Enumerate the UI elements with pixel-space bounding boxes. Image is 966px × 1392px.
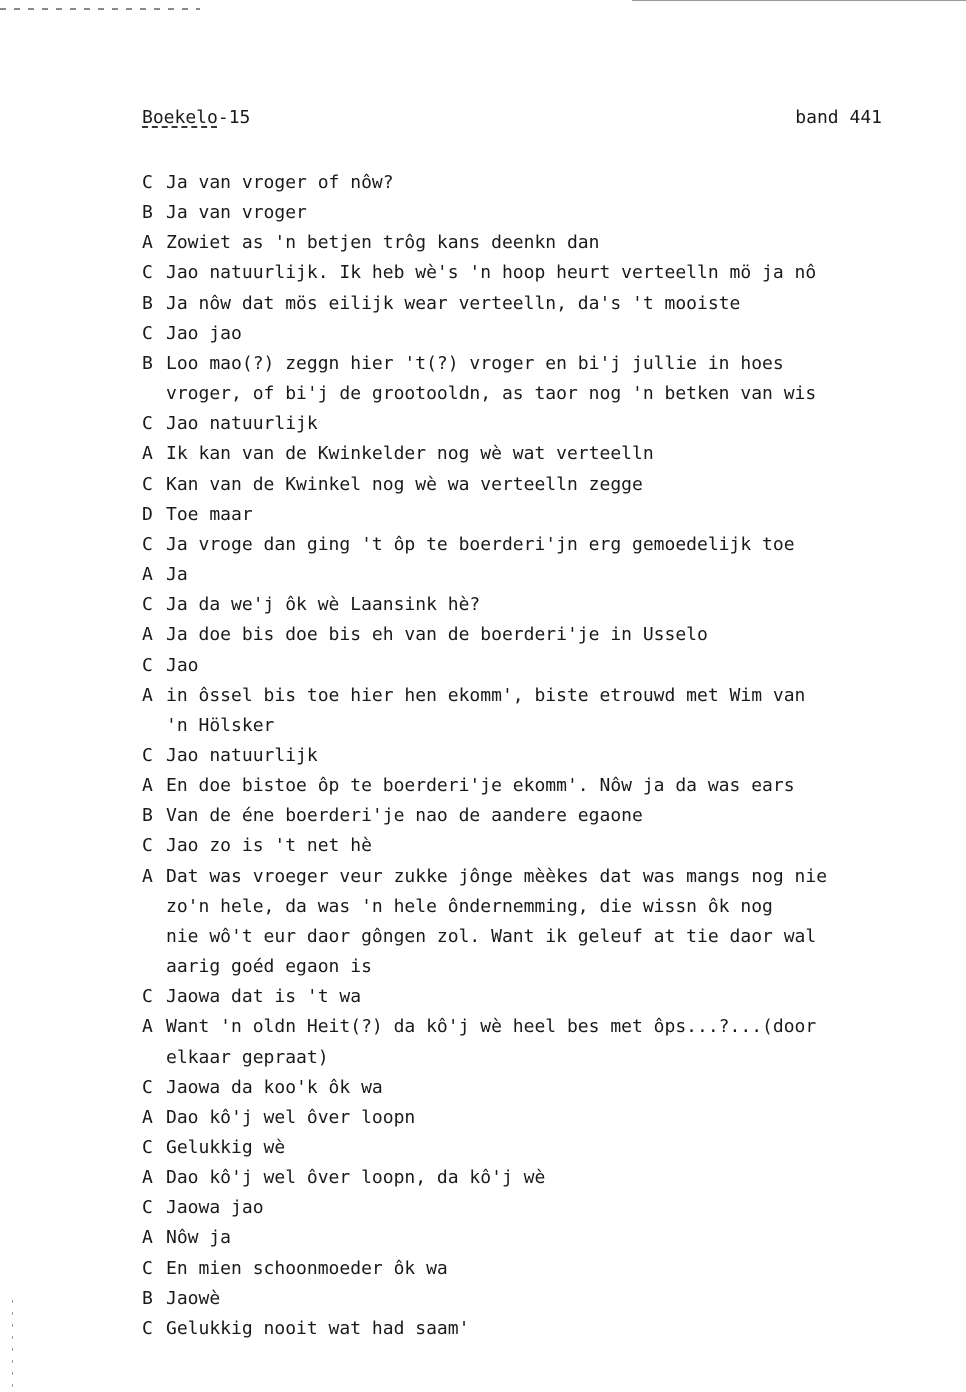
utterance-text: Ja vroge dan ging 't ôp te boerderi'jn erg gemoedelijk toe <box>166 533 795 555</box>
transcript-turn <box>142 1254 932 1284</box>
speaker-label: C <box>142 1257 153 1279</box>
utterance-text: Ja doe bis doe bis eh van de boerderi'je in Usselo <box>166 624 708 646</box>
transcript-line <box>142 349 932 379</box>
transcript-line <box>142 319 932 349</box>
utterance-text: Kan van de Kwinkel nog wè wa verteelln zegge <box>166 473 643 495</box>
page-header <box>142 106 882 130</box>
utterance-continuation: vroger, of bi'j de grootooldn, as taor nog 'n betken van wis <box>166 383 817 405</box>
transcript-turn <box>142 771 932 801</box>
transcript-line <box>142 168 932 198</box>
utterance-continuation: elkaar gepraat) <box>166 1046 329 1068</box>
scan-artifact-top-right <box>632 0 966 1</box>
transcript-line <box>142 1193 932 1223</box>
speaker-label: C <box>142 744 153 766</box>
speaker-label: C <box>142 986 153 1008</box>
speaker-label: B <box>142 202 153 224</box>
speaker-label: C <box>142 654 153 676</box>
transcript-turn <box>142 1223 932 1253</box>
transcript-turn <box>142 620 932 650</box>
transcript-turn <box>142 831 932 861</box>
transcript-turn <box>142 439 932 469</box>
transcript-line <box>142 258 932 288</box>
transcript-turn <box>142 651 932 681</box>
transcript-turn <box>142 1012 932 1072</box>
transcript-line <box>142 289 932 319</box>
transcript-line <box>142 198 932 228</box>
speaker-label: A <box>142 443 153 465</box>
transcript-turn <box>142 319 932 349</box>
transcript-turn <box>142 289 932 319</box>
transcript-turn <box>142 228 932 258</box>
transcript-line <box>142 620 932 650</box>
transcript-turn <box>142 1163 932 1193</box>
transcript-line <box>142 590 932 620</box>
utterance-continuation: nie wô't eur daor gôngen zol. Want ik geleuf at tie daor wal <box>166 925 817 947</box>
transcript-line <box>142 1284 932 1314</box>
speaker-label: C <box>142 1076 153 1098</box>
transcript-line <box>142 831 932 861</box>
speaker-label: C <box>142 413 153 435</box>
utterance-continuation: aarig goéd egaon is <box>166 956 372 978</box>
scan-artifact-top-left <box>0 8 200 10</box>
transcript-line <box>142 1012 932 1042</box>
transcript-turn <box>142 530 932 560</box>
transcript-turn <box>142 1193 932 1223</box>
utterance-text: Jao natuurlijk <box>166 744 318 766</box>
speaker-label: A <box>142 564 153 586</box>
utterance-text: Dao kô'j wel ôver loopn <box>166 1106 416 1128</box>
speaker-label: D <box>142 503 153 525</box>
document-id <box>142 106 250 130</box>
transcript-line <box>142 801 932 831</box>
speaker-label: B <box>142 1287 153 1309</box>
utterance-text: Zowiet as 'n betjen trôg kans deenkn dan <box>166 232 600 254</box>
transcript-turn <box>142 258 932 288</box>
utterance-text: Gelukkig nooit wat had saam' <box>166 1317 470 1339</box>
transcript-line <box>142 1254 932 1284</box>
scan-artifact-left-edge <box>12 1300 13 1390</box>
transcript-line <box>142 500 932 530</box>
transcript-line <box>142 470 932 500</box>
utterance-text: Van de éne boerderi'je nao de aandere egaone <box>166 805 643 827</box>
utterance-text: En doe bistoe ôp te boerderi'je ekomm'. Nôw ja da was ears <box>166 775 795 797</box>
transcript-turn <box>142 168 932 198</box>
transcript-line <box>142 530 932 560</box>
utterance-text: Ja nôw dat mös eilijk wear verteelln, da's 't mooiste <box>166 292 741 314</box>
utterance-text: Want 'n oldn Heit(?) da kô'j wè heel bes met ôps...?...(door <box>166 1016 817 1038</box>
transcript-turn <box>142 741 932 771</box>
utterance-continuation: 'n Hölsker <box>166 714 275 736</box>
transcript <box>142 168 932 1344</box>
speaker-label: A <box>142 1016 153 1038</box>
utterance-text: Jao natuurlijk. Ik heb wè's 'n hoop heurt verteelln mö ja nô <box>166 262 817 284</box>
utterance-text: Gelukkig wè <box>166 1137 286 1158</box>
utterance-text: Ik kan van de Kwinkelder nog wè wat verteelln <box>166 443 654 465</box>
utterance-text: Jao <box>166 654 199 676</box>
speaker-label: C <box>142 322 153 344</box>
utterance-text: Ja da we'j ôk wè Laansink hè? <box>166 594 481 616</box>
transcript-line <box>142 409 932 439</box>
transcript-turn <box>142 500 932 530</box>
utterance-text: En mien schoonmoeder ôk wa <box>166 1257 448 1279</box>
utterance-text: in ôssel bis toe hier hen ekomm', biste etrouwd met Wim van <box>166 684 806 706</box>
transcript-turn <box>142 470 932 500</box>
document-number: -15 <box>217 107 251 128</box>
speaker-label: C <box>142 1137 153 1158</box>
speaker-label: B <box>142 805 153 827</box>
speaker-label: A <box>142 684 153 706</box>
transcript-line <box>142 1314 932 1344</box>
transcript-turn <box>142 590 932 620</box>
transcript-turn <box>142 681 932 741</box>
utterance-text: Loo mao(?) zeggn hier 't(?) vroger en bi'j jullie in hoes <box>166 352 784 374</box>
speaker-label: C <box>142 1197 153 1219</box>
transcript-line <box>142 1073 932 1103</box>
transcript-turn <box>142 1073 932 1103</box>
utterance-text: Ja van vroger of nôw? <box>166 172 394 193</box>
utterance-text: Jao jao <box>166 322 242 344</box>
speaker-label: A <box>142 232 153 254</box>
place-name: Boekelo <box>142 107 218 128</box>
transcript-line <box>142 862 932 892</box>
tape-reference: band 441 <box>795 107 882 128</box>
utterance-text: Toe maar <box>166 503 253 525</box>
speaker-label: C <box>142 1317 153 1339</box>
transcript-turn <box>142 1284 932 1314</box>
utterance-text: Jao zo is 't net hè <box>166 835 372 857</box>
speaker-label: A <box>142 624 153 646</box>
speaker-label: C <box>142 262 153 284</box>
transcript-line <box>142 439 932 469</box>
transcript-turn <box>142 349 932 409</box>
transcript-turn <box>142 409 932 439</box>
transcript-turn <box>142 982 932 1012</box>
utterance-text: Jao natuurlijk <box>166 413 318 435</box>
transcript-turn <box>142 1314 932 1344</box>
speaker-label: A <box>142 1106 153 1128</box>
utterance-text: Jaowè <box>166 1287 221 1309</box>
utterance-text: Dat was vroeger veur zukke jônge mèèkes dat was mangs nog nie <box>166 865 828 887</box>
transcript-turn <box>142 801 932 831</box>
speaker-label: C <box>142 594 153 616</box>
speaker-label: C <box>142 533 153 555</box>
utterance-text: Ja <box>166 564 188 586</box>
transcript-line <box>142 771 932 801</box>
transcript-line <box>142 1163 932 1193</box>
speaker-label: C <box>142 172 153 193</box>
speaker-label: A <box>142 1167 153 1189</box>
utterance-text: Nôw ja <box>166 1227 232 1249</box>
transcript-turn <box>142 862 932 983</box>
transcript-turn <box>142 1103 932 1133</box>
utterance-text: Jaowa da koo'k ôk wa <box>166 1076 383 1098</box>
utterance-text: Jaowa jao <box>166 1197 264 1219</box>
speaker-label: C <box>142 473 153 495</box>
transcript-line <box>142 560 932 590</box>
transcript-line <box>142 1103 932 1133</box>
speaker-label: A <box>142 775 153 797</box>
transcript-line <box>142 651 932 681</box>
transcript-line <box>142 982 932 1012</box>
speaker-label: A <box>142 865 153 887</box>
transcript-turn <box>142 560 932 590</box>
utterance-text: Dao kô'j wel ôver loopn, da kô'j wè <box>166 1167 546 1189</box>
transcript-turn <box>142 1133 932 1163</box>
speaker-label: A <box>142 1227 153 1249</box>
transcript-line <box>142 741 932 771</box>
transcript-line <box>142 228 932 258</box>
utterance-text: Jaowa dat is 't wa <box>166 986 362 1008</box>
transcript-line <box>142 1223 932 1253</box>
utterance-text: Ja van vroger <box>166 202 307 224</box>
transcript-line <box>142 1133 932 1163</box>
transcript-line <box>142 681 932 711</box>
utterance-continuation: zo'n hele, da was 'n hele ôndernemming, die wissn ôk nog <box>166 895 773 917</box>
speaker-label: C <box>142 835 153 857</box>
speaker-label: B <box>142 352 153 374</box>
transcript-turn <box>142 198 932 228</box>
speaker-label: B <box>142 292 153 314</box>
